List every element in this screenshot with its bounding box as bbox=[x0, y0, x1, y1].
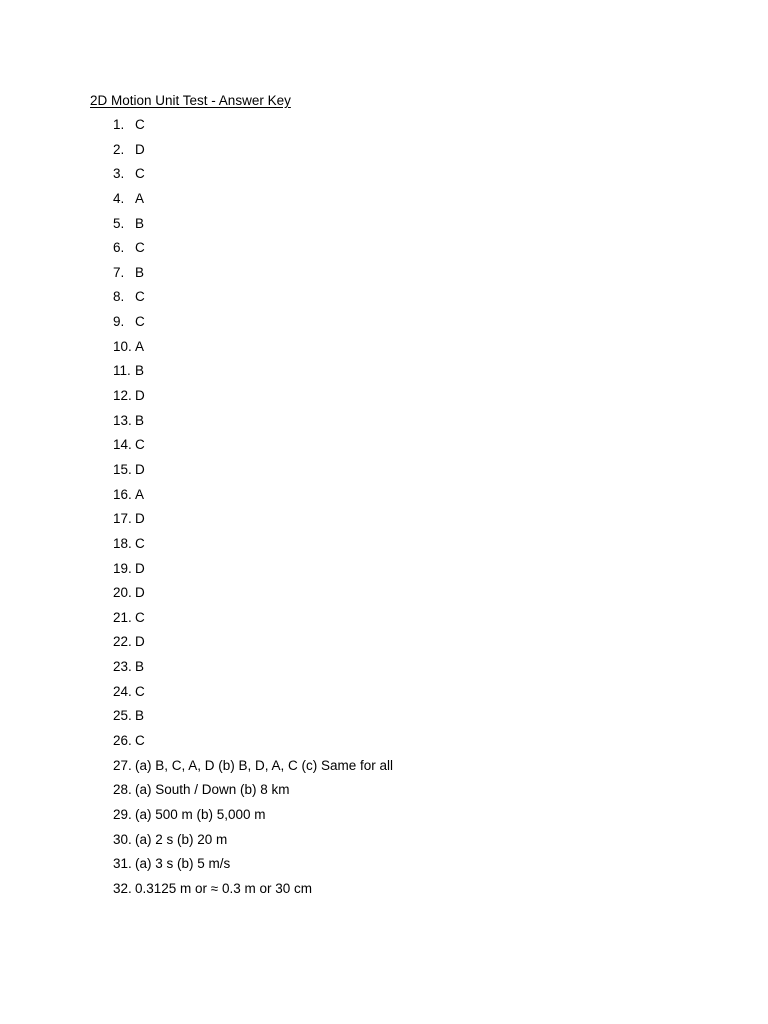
answer-number: 3. bbox=[113, 166, 125, 182]
answer-number: 27. bbox=[113, 757, 132, 773]
answer-text: D bbox=[135, 511, 145, 527]
answer-text: B bbox=[135, 708, 145, 724]
answer-number: 1. bbox=[113, 117, 125, 132]
answer-number: 21. bbox=[113, 609, 132, 625]
answer-text: D bbox=[135, 461, 145, 477]
answer-number: 4. bbox=[113, 190, 125, 206]
document-title: 2D Motion Unit Test - Answer Key bbox=[90, 93, 291, 108]
answer-text: (a) South / Down (b) 8 km bbox=[135, 782, 290, 798]
answer-number: 9. bbox=[113, 314, 125, 330]
answer-number: 2. bbox=[113, 141, 125, 157]
answer-text: C bbox=[135, 437, 145, 453]
answer-number: 24. bbox=[113, 683, 132, 699]
answer-text: C bbox=[135, 683, 145, 699]
answer-text: D bbox=[135, 141, 145, 157]
answer-text: C bbox=[135, 166, 145, 182]
answer-text: B bbox=[135, 264, 145, 280]
answer-number: 15. bbox=[113, 461, 132, 477]
answer-text: C bbox=[135, 289, 145, 305]
answer-text: B bbox=[135, 659, 145, 675]
answer-number: 6. bbox=[113, 240, 125, 256]
answer-number: 7. bbox=[113, 264, 125, 280]
answer-number: 16. bbox=[113, 486, 132, 502]
answer-number: 31. bbox=[113, 856, 132, 872]
answer-text: C bbox=[135, 314, 145, 330]
answer-text: C bbox=[135, 609, 145, 625]
answer-text: (a) 2 s (b) 20 m bbox=[135, 831, 228, 847]
answer-text: B bbox=[135, 215, 145, 231]
answer-text: 0.3125 m or ≈ 0.3 m or 30 cm bbox=[135, 880, 312, 896]
answer-text: C bbox=[135, 535, 145, 551]
answer-text: (a) 500 m (b) 5,000 m bbox=[135, 806, 266, 822]
answer-text: A bbox=[135, 190, 145, 206]
answer-text: B bbox=[135, 363, 145, 379]
answer-number: 32. bbox=[113, 880, 132, 896]
answer-number: 25. bbox=[113, 708, 132, 724]
answer-number: 8. bbox=[113, 289, 125, 305]
answer-number: 19. bbox=[113, 560, 132, 576]
answer-number: 26. bbox=[113, 733, 132, 749]
answer-text: C bbox=[135, 117, 145, 132]
answer-number: 13. bbox=[113, 412, 132, 428]
answer-number: 10. bbox=[113, 338, 132, 354]
answer-number: 23. bbox=[113, 659, 132, 675]
answer-text: D bbox=[135, 634, 145, 650]
answer-text: A bbox=[135, 338, 145, 354]
answer-number: 20. bbox=[113, 585, 132, 601]
answer-text: D bbox=[135, 560, 145, 576]
answer-text: D bbox=[135, 388, 145, 404]
answer-text: (a) B, C, A, D (b) B, D, A, C (c) Same for all bbox=[135, 757, 394, 773]
answer-number: 12. bbox=[113, 388, 132, 404]
answer-text: B bbox=[135, 412, 145, 428]
answer-text: D bbox=[135, 585, 145, 601]
answer-number: 5. bbox=[113, 215, 125, 231]
answer-number: 28. bbox=[113, 782, 132, 798]
answer-number: 29. bbox=[113, 806, 132, 822]
answer-number: 11. bbox=[113, 363, 131, 379]
answer-number: 18. bbox=[113, 535, 132, 551]
answer-text: (a) 3 s (b) 5 m/s bbox=[135, 856, 231, 872]
answer-number: 22. bbox=[113, 634, 132, 650]
answer-number: 14. bbox=[113, 437, 132, 453]
answer-text: C bbox=[135, 240, 145, 256]
answer-text: C bbox=[135, 733, 145, 749]
answer-number: 17. bbox=[113, 511, 132, 527]
answer-text: A bbox=[135, 486, 145, 502]
answer-number: 30. bbox=[113, 831, 132, 847]
